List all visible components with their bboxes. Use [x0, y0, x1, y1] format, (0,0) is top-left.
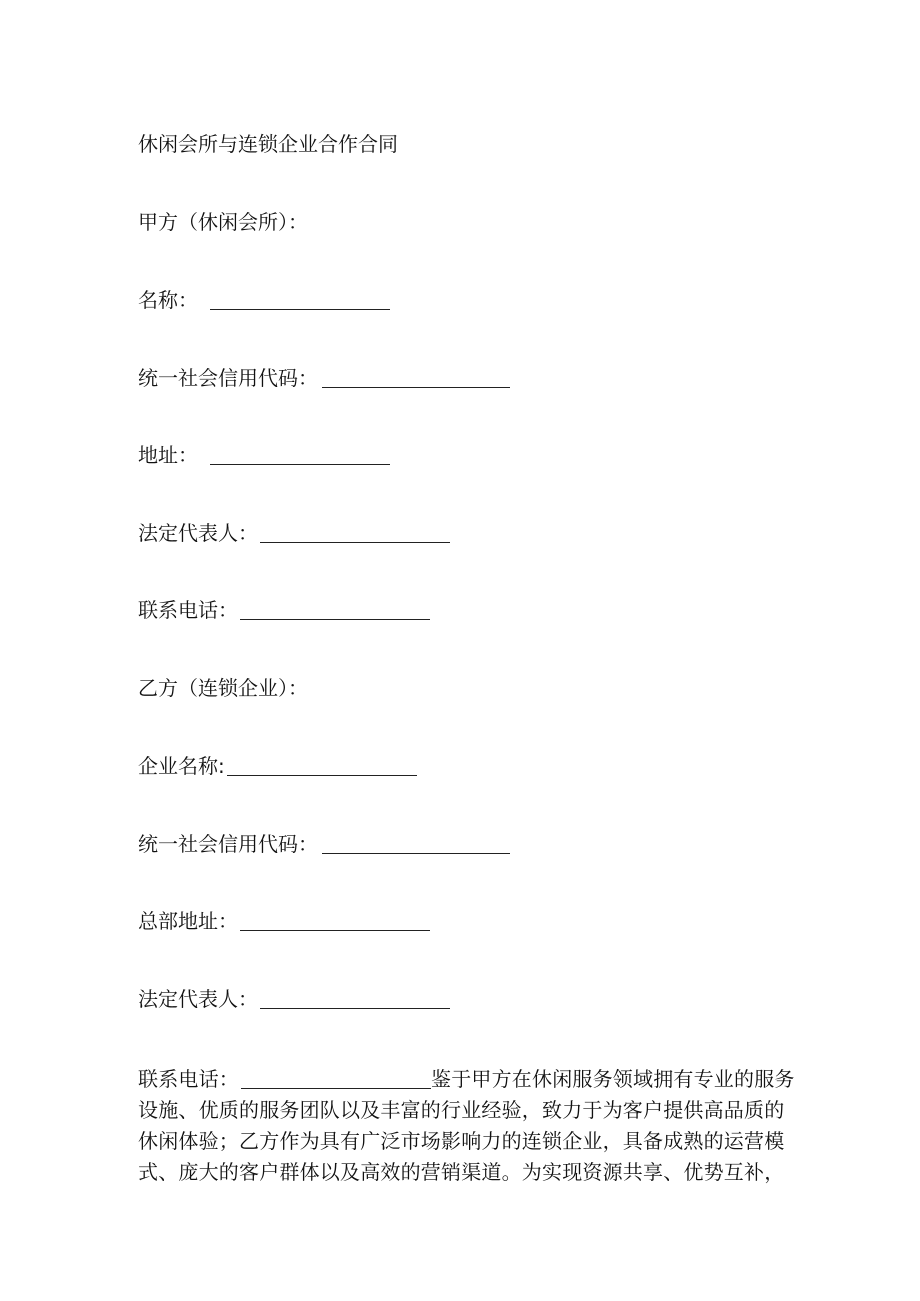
party-b-heading: 乙方（连锁企业）： [138, 676, 308, 700]
party-a-name-row [138, 286, 390, 314]
party-b-legal-rep-label: 法定代表人： [138, 987, 258, 1011]
party-a-name-label: 名称： [138, 288, 198, 312]
party-a-address-row [138, 441, 390, 469]
party-b-name-row [138, 752, 417, 780]
party-b-name-blank[interactable] [227, 755, 417, 776]
document-title: 休闲会所与连锁企业合作合同 [138, 132, 398, 156]
party-b-name-label: 企业名称: [138, 754, 225, 778]
party-b-legal-rep-row [138, 985, 450, 1013]
party-b-phone-blank[interactable] [241, 1068, 431, 1089]
party-a-legal-rep-blank[interactable] [260, 522, 450, 543]
party-a-address-blank[interactable] [210, 444, 390, 465]
party-b-credit-code-row [138, 830, 510, 858]
party-a-phone-blank[interactable] [240, 599, 430, 620]
party-a-heading: 甲方（休闲会所）： [138, 210, 308, 234]
party-a-credit-code-blank[interactable] [322, 367, 510, 388]
intro-paragraph [138, 1064, 800, 1188]
party-a-credit-code-label: 统一社会信用代码： [138, 366, 318, 390]
party-a-address-label: 地址： [138, 443, 198, 467]
party-a-phone-row [138, 596, 430, 624]
party-a-credit-code-row [138, 364, 510, 392]
party-a-name-blank[interactable] [210, 289, 390, 310]
party-a-legal-rep-row [138, 519, 450, 547]
party-b-credit-code-label: 统一社会信用代码： [138, 832, 318, 856]
party-b-address-row [138, 907, 430, 935]
party-b-address-label: 总部地址： [138, 909, 238, 933]
party-b-phone-label: 联系电话： [138, 1067, 239, 1091]
party-b-legal-rep-blank[interactable] [260, 988, 450, 1009]
party-a-legal-rep-label: 法定代表人： [138, 521, 258, 545]
intro-paragraph-text: 鉴于甲方在休闲服务领域拥有专业的服务设施、优质的服务团队以及丰富的行业经验，致力于为客户提供高品质的休闲体验；乙方作为具有广泛市场影响力的连锁企业，具备成熟的运营模式、庞大的客户群体以及高效的营销渠道。为实现资源共享、优势互补， [138, 1067, 795, 1184]
party-b-address-blank[interactable] [240, 910, 430, 931]
party-a-phone-label: 联系电话： [138, 598, 238, 622]
party-b-credit-code-blank[interactable] [322, 833, 510, 854]
